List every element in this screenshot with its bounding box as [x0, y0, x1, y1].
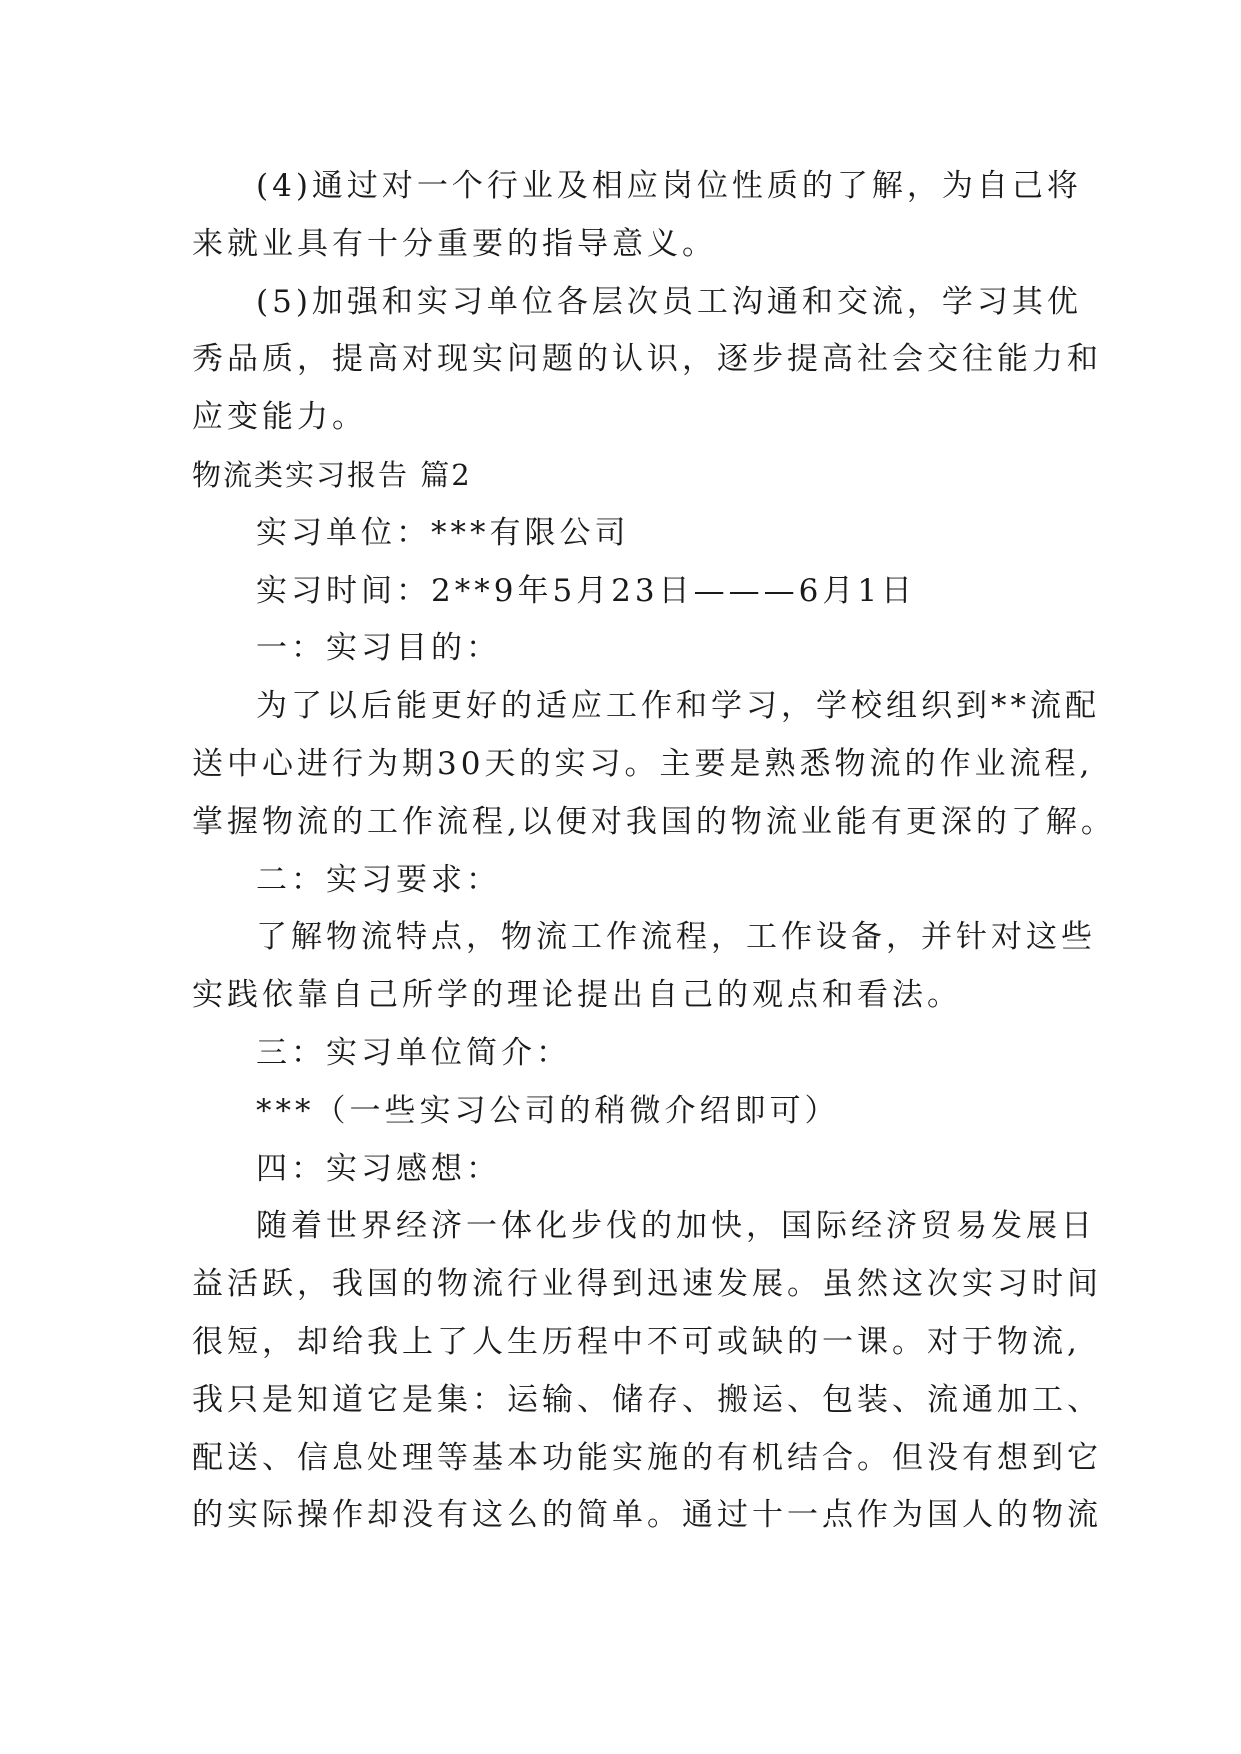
paragraph-line: 我只是知道它是集：运输、储存、搬运、包装、流通加工、: [192, 1381, 1102, 1418]
paragraph-line: (5)加强和实习单位各层次员工沟通和交流，学习其优: [256, 283, 1082, 320]
subheading: 四：实习感想：: [256, 1150, 501, 1187]
paragraph-line: ***（一些实习公司的稍微介绍即可）: [256, 1092, 840, 1129]
paragraph-line: 实习时间：2**9年5月23日———6月1日: [256, 572, 917, 609]
document-body: [192, 158, 1116, 1545]
paragraph-line: 的实际操作却没有这么的简单。通过十一点作为国人的物流: [192, 1497, 1102, 1534]
paragraph-line: 随着世界经济一体化步伐的加快，国际经济贸易发展日: [256, 1208, 1096, 1245]
subheading: 三：实习单位简介：: [256, 1034, 571, 1071]
section-title: 物流类实习报告 篇2: [192, 457, 472, 492]
subheading: 一：实习目的：: [256, 630, 501, 667]
paragraph-line: 掌握物流的工作流程,以便对我国的物流业能有更深的了解。: [192, 803, 1116, 840]
subheading: 二：实习要求：: [256, 861, 501, 898]
paragraph-line: 送中心进行为期30天的实习。主要是熟悉物流的作业流程,: [192, 745, 1094, 782]
paragraph-line: 益活跃，我国的物流行业得到迅速发展。虽然这次实习时间: [192, 1266, 1102, 1303]
paragraph-line: 应变能力。: [192, 399, 367, 436]
paragraph-line: 为了以后能更好的适应工作和学习，学校组织到**流配: [256, 688, 1100, 725]
paragraph-line: 很短，却给我上了人生历程中不可或缺的一课。对于物流,: [192, 1323, 1081, 1360]
paragraph-line: 来就业具有十分重要的指导意义。: [192, 225, 717, 262]
paragraph-line: 实践依靠自己所学的理论提出自己的观点和看法。: [192, 977, 962, 1014]
paragraph-line: 配送、信息处理等基本功能实施的有机结合。但没有想到它: [192, 1439, 1102, 1476]
paragraph-line: 了解物流特点，物流工作流程，工作设备，并针对这些: [256, 919, 1096, 956]
paragraph-line: 实习单位：***有限公司: [256, 514, 630, 551]
paragraph-line: 秀品质，提高对现实问题的认识，逐步提高社会交往能力和: [192, 341, 1102, 378]
paragraph-line: (4)通过对一个行业及相应岗位性质的了解，为自己将: [256, 168, 1082, 204]
